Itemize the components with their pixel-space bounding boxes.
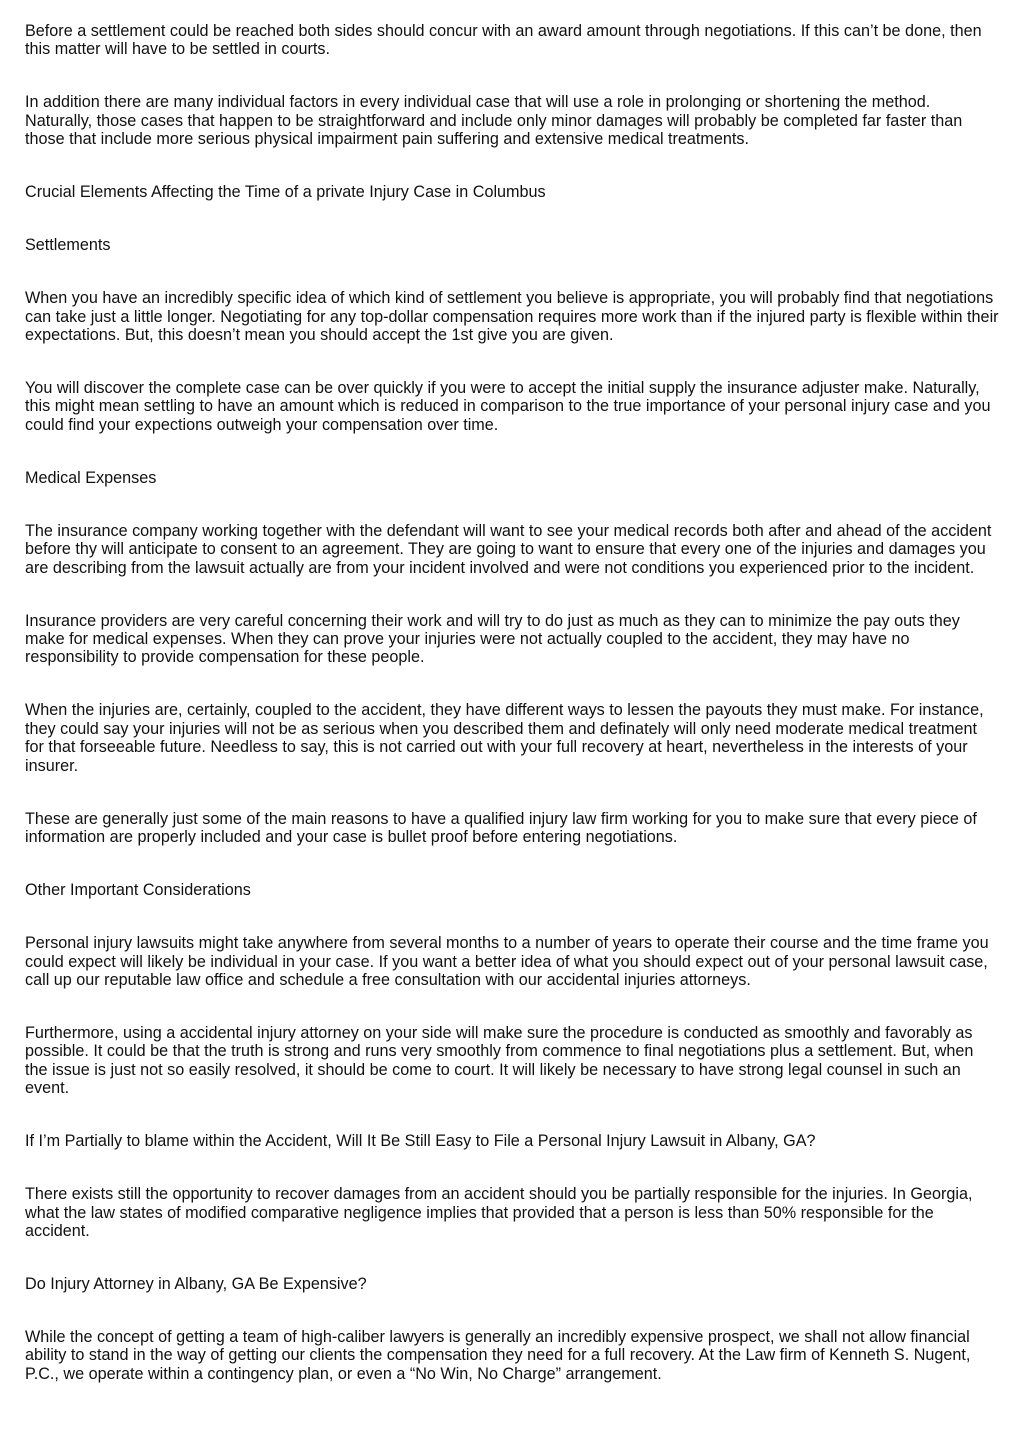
paragraph-individual-factors: In addition there are many individual factors in every individual case that will use a role in prolonging or shortening the method. Naturally, those cases that happen to be straightforward and include only minor damages will probably be completed far faster than those that include more serious physical impairment pain suffering and extensive medical treatments. <box>25 93 963 149</box>
paragraph-specific-settlement: When you have an incredibly specific idea of which kind of settlement you believe is appropriate, you will probably find that negotiations can take just a little longer. Negotiating for any top-dollar compensation requires more work than if the injured party is flexible within their expectations. But, this doesn’t mean you should accept the 1st give you are given. <box>25 289 999 345</box>
paragraph-insurance-providers: Insurance providers are very careful concerning their work and will try to do just as much as they can to minimize the pay outs they make for medical expenses. When they can prove your injuries were not actually coupled to the accident, they may have no responsibility to provide compensation for these people. <box>25 611 960 667</box>
paragraph-medical-records: The insurance company working together with the defendant will want to see your medical records both after and ahead of the accident before thy will anticipate to consent to an agreement. They are going to want to ensure that every one of the injuries and damages you are describing from the lawsuit actually are from your incident involved and were not conditions you experienced prior to the incident. <box>25 521 992 577</box>
paragraph-attorney-benefit: Furthermore, using a accidental injury attorney on your side will make sure the procedure is conducted as smoothly and favorably as possible. It could be that the truth is strong and runs very smoothly from commence to final negotiations plus a settlement. But, when the issue is just not so easily resolved, it should be come to court. It will likely be necessary to have strong legal counsel in such an event. <box>25 1023 974 1098</box>
heading-other-considerations: Other Important Considerations <box>25 881 251 900</box>
heading-crucial-elements: Crucial Elements Affecting the Time of a private Injury Case in Columbus <box>25 183 546 202</box>
document-page <box>25 22 999 1418</box>
paragraph-lawsuit-duration: Personal injury lawsuits might take anywhere from several months to a number of years to operate their course and the time frame you could expect will likely be individual in your case. If you want a better idea of what you should expect out of your personal lawsuit case, call up our reputable law office and schedule a free consultation with our accidental injuries attorneys. <box>25 934 989 989</box>
heading-partially-to-blame: If I’m Partially to blame within the Accident, Will It Be Still Easy to File a Personal Injury Lawsuit in Albany, GA? <box>25 1132 816 1151</box>
paragraph-initial-offer: You will discover the complete case can be over quickly if you were to accept the initial supply the insurance adjuster make. Naturally, this might mean settling to have an amount which is reduced in comparison to the true importance of your personal injury case and you could find your expections outweigh your compensation over time. <box>25 379 991 434</box>
paragraph-contingency-plan: While the concept of getting a team of high-caliber lawyers is generally an incredibly expensive prospect, we shall not allow financial ability to stand in the way of getting our clients the compensation they need for a full recovery. At the Law firm of Kenneth S. Nugent, P.C., we operate within a contingency plan, or even a “No Win, No Charge” arrangement. <box>25 1327 971 1383</box>
paragraph-lessen-payouts: When the injuries are, certainly, coupled to the accident, they have different ways to lessen the payouts they must make. For instance, they could say your injuries will not be as serious when you described them and definately will only need moderate medical treatment for that forseeable future. Needless to say, this is not carried out with your full recovery at heart, nevertheless in the interests of your insurer. <box>25 701 984 775</box>
heading-settlements: Settlements <box>25 236 111 255</box>
heading-medical-expenses: Medical Expenses <box>25 468 157 487</box>
paragraph-settlement-negotiation: Before a settlement could be reached both sides should concur with an award amount through negotiations. If this can’t be done, then this matter will have to be settled in courts. <box>25 22 982 59</box>
paragraph-comparative-negligence: There exists still the opportunity to recover damages from an accident should you be partially responsible for the injuries. In Georgia, what the law states of modified comparative negligence implies that provided that a person is less than 50% responsible for the accident. <box>25 1185 973 1240</box>
paragraph-qualified-firm: These are generally just some of the main reasons to have a qualified injury law firm working for you to make sure that every piece of information are properly included and your case is bullet proof before entering negotiations. <box>25 809 977 847</box>
heading-attorney-expensive: Do Injury Attorney in Albany, GA Be Expensive? <box>25 1274 367 1293</box>
